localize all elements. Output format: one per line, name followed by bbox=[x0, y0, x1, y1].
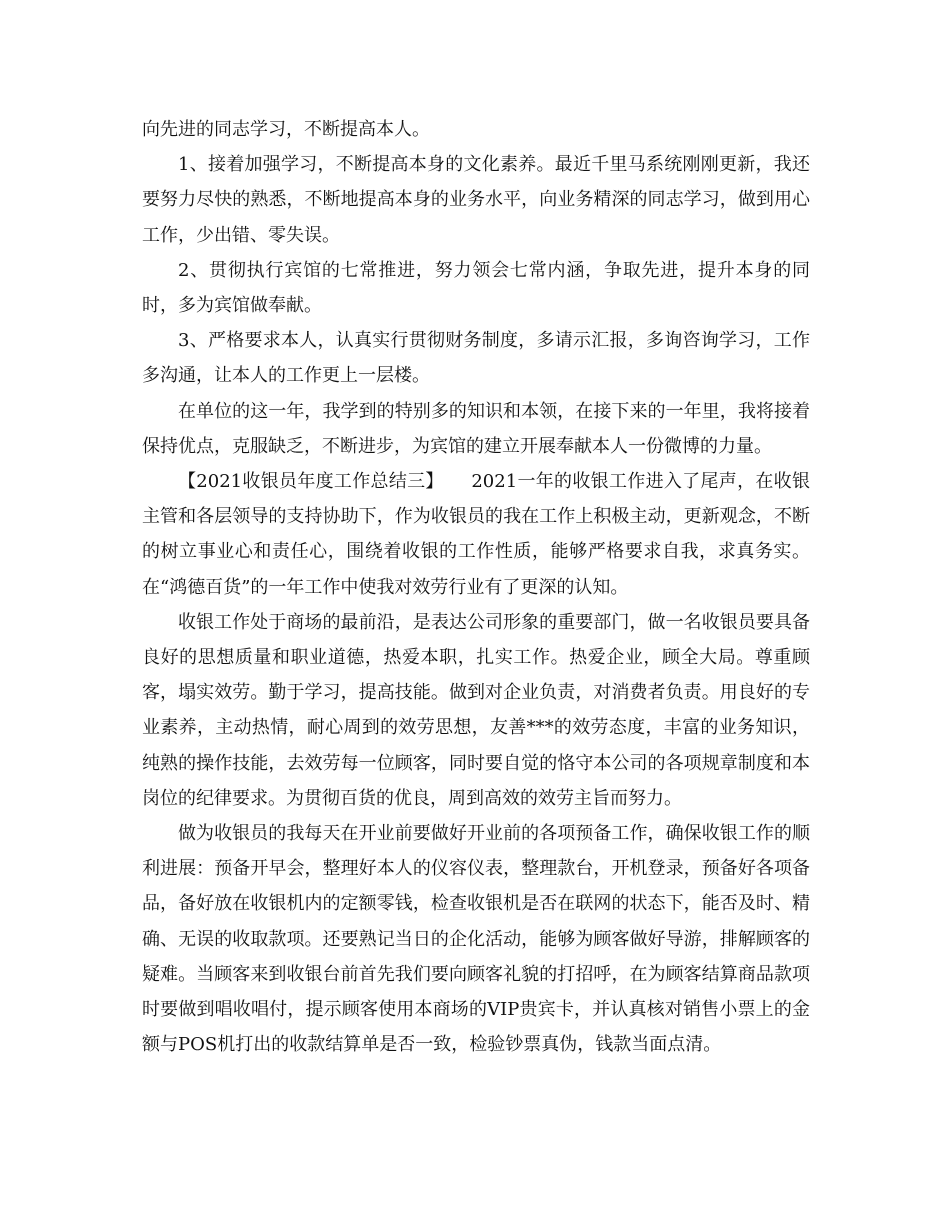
paragraph-item-2: 2、贯彻执行宾馆的七常推进，努力领会七常内涵，争取先进，提升本身的同时，多为宾馆做奉献。 bbox=[142, 259, 810, 317]
paragraph-item-1: 1、接着加强学习，不断提高本身的文化素养。最近千里马系统刚刚更新，我还要努力尽快的熟悉，不断地提高本身的业务水平，向业务精深的同志学习，做到用心工作，少出错、零失误。 bbox=[142, 154, 810, 246]
paragraph-cashier-role: 收银工作处于商场的最前沿，是表达公司形象的重要部门，做一名收银员要具备良好的思想质量和职业道德，热爱本职，扎实工作。热爱企业，顾全大局。尊重顾客，塌实效劳。勤于学习，提高技能。做到对企业负责，对消费者负责。用良好的专业素养，主动热情，耐心周到的效劳思想，友善***的效劳态度，丰富的业务知识，纯熟的操作技能，去效劳每一位顾客，同时要自觉的恪守本公司的各项规章制度和本岗位的纪律要求。为贯彻百货的优良，周到高效的效劳主旨而努力。 bbox=[142, 611, 810, 809]
paragraph-conclusion: 在单位的这一年，我学到的特别多的知识和本领，在接下来的一年里，我将接着保持优点，克服缺乏，不断进步，为宾馆的建立开展奉献本人一份微博的力量。 bbox=[142, 400, 810, 457]
paragraph-section-three-intro: 【2021收银员年度工作总结三】 2021一年的收银工作进入了尾声，在收银主管和各层领导的支持协助下，作为收银员的我在工作上积极主动，更新观念，不断的树立事业心和责任心，围绕着收银的工作性质，能够严格要求自我，求真务实。在“鸿德百货”的一年工作中使我对效劳行业有了更深的认知。 bbox=[142, 471, 810, 598]
paragraph-continuation: 向先进的同志学习，不断提高本人。 bbox=[142, 119, 430, 140]
document-page bbox=[142, 112, 810, 1062]
paragraph-item-3: 3、严格要求本人，认真实行贯彻财务制度，多请示汇报，多询咨询学习，工作多沟通，让本人的工作更上一层楼。 bbox=[142, 330, 810, 387]
paragraph-daily-prep: 做为收银员的我每天在开业前要做好开业前的各项预备工作，确保收银工作的顺利进展：预备开早会，整理好本人的仪容仪表，整理款台，开机登录，预备好各项备品，备好放在收银机内的定额零钱，检查收银机是否在联网的状态下，能否及时、精确、无误的收取款项。还要熟记当日的企化活动，能够为顾客做好导游，排解顾客的疑难。当顾客来到收银台前首先我们要向顾客礼貌的打招呼，在为顾客结算商品款项时要做到唱收唱付，提示顾客使用本商场的VIP贵宾卡，并认真核对销售小票上的金额与POS机打出的收款结算单是否一致，检验钞票真伪，钱款当面点清。 bbox=[142, 823, 810, 1056]
